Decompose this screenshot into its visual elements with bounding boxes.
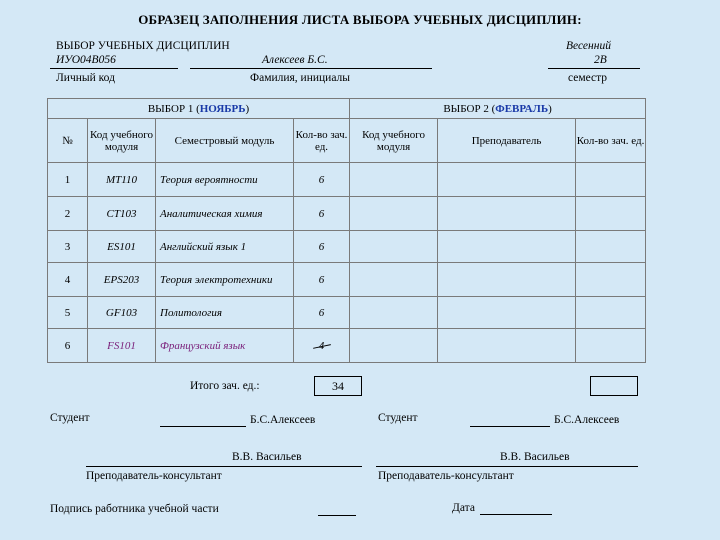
- selection-table: [47, 98, 646, 363]
- form-name: ВЫБОР УЧЕБНЫХ ДИСЦИПЛИН: [56, 40, 230, 52]
- total-label: Итого зач. ед.:: [190, 380, 260, 392]
- season-value: Весенний: [566, 40, 611, 52]
- table-row: 1 МТ110 Теория вероятности 6: [48, 163, 646, 197]
- semester-value: 2В: [594, 54, 607, 66]
- table-row: 5 GF103 Политология 6: [48, 297, 646, 329]
- total-value: 34: [314, 376, 362, 396]
- date-label: Дата: [452, 502, 475, 514]
- teacher-label-2: Преподаватель-консультант: [378, 470, 514, 482]
- student-label-2: Студент: [378, 412, 418, 424]
- student-name-1: Б.С.Алексеев: [250, 414, 316, 426]
- teacher-name-1: В.В. Васильев: [232, 451, 302, 463]
- table-row: 6 FS101 Французский язык 4: [48, 329, 646, 363]
- staff-signature-label: Подпись работника учебной части: [50, 503, 219, 515]
- table-row: 2 СТ103 Аналитическая химия 6: [48, 197, 646, 231]
- table-row: 4 EPS203 Теория электротехники 6: [48, 263, 646, 297]
- table-row: 3 ES101 Английский язык 1 6: [48, 231, 646, 263]
- personal-code-value: ИУО04В056: [56, 54, 116, 66]
- student-name-2: Б.С.Алексеев: [554, 414, 620, 426]
- total-value-2: [590, 376, 638, 396]
- personal-code-label: Личный код: [56, 72, 115, 84]
- col-module: Семестровый модуль: [156, 119, 294, 163]
- choice2-header: ВЫБОР 2 (ФЕВРАЛЬ): [350, 99, 646, 119]
- col-num: №: [48, 119, 88, 163]
- col-credits: Кол-во зач. ед.: [294, 119, 350, 163]
- full-name-value: Алексеев Б.С.: [262, 54, 328, 66]
- col-teacher: Преподаватель: [438, 119, 576, 163]
- choice1-header: ВЫБОР 1 (НОЯБРЬ): [48, 99, 350, 119]
- teacher-name-2: В.В. Васильев: [500, 451, 570, 463]
- col-credits2: Кол-во зач. ед.: [576, 119, 646, 163]
- page-title: ОБРАЗЕЦ ЗАПОЛНЕНИЯ ЛИСТА ВЫБОРА УЧЕБНЫХ ДИСЦИПЛИН:: [138, 12, 582, 27]
- student-label-1: Студент: [50, 412, 90, 424]
- col-code: Код учебного модуля: [88, 119, 156, 163]
- full-name-label: Фамилия, инициалы: [250, 72, 350, 84]
- semester-label: семестр: [568, 72, 608, 84]
- col-code2: Код учебного модуля: [350, 119, 438, 163]
- teacher-label-1: Преподаватель-консультант: [86, 470, 222, 482]
